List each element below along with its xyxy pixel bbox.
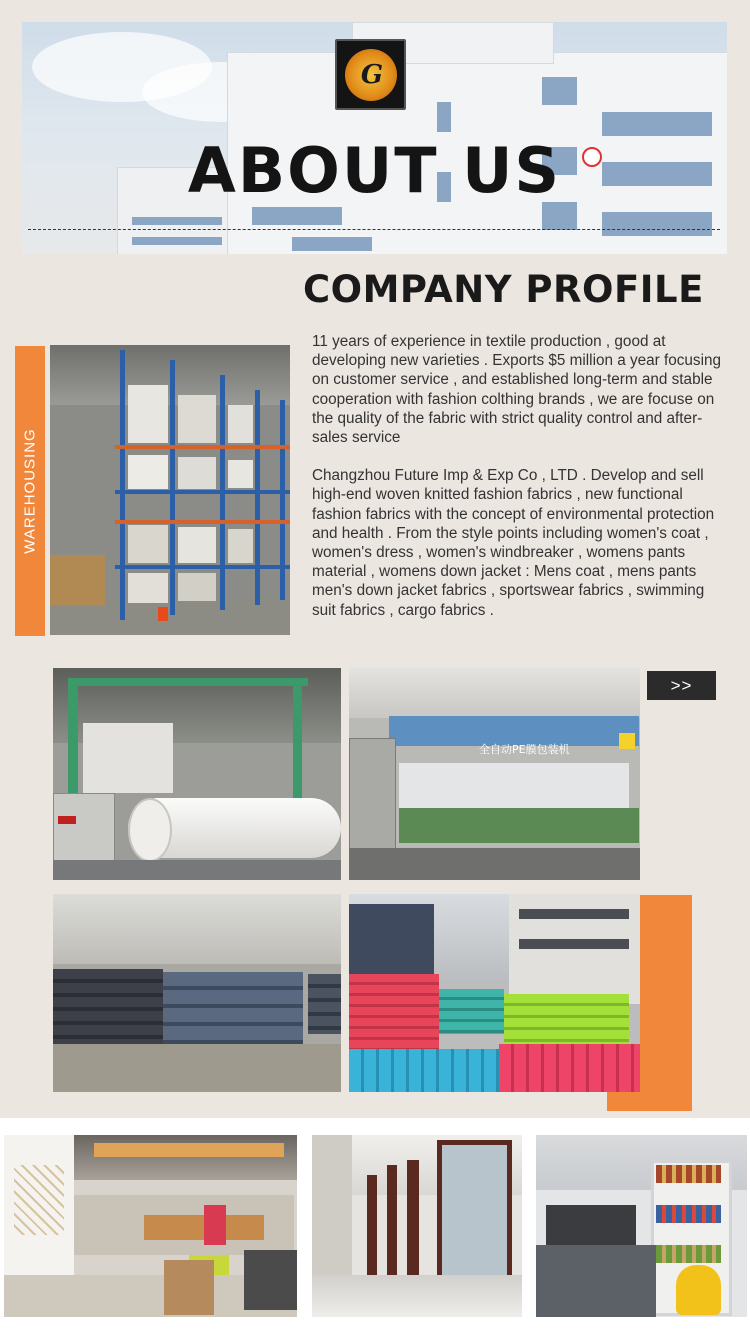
- section-heading: COMPANY PROFILE: [303, 268, 704, 311]
- factory-photo-packing-machine: [349, 668, 640, 880]
- office-lounge-photo: [4, 1135, 297, 1317]
- machine-sign: 全自动PE膜包装机: [479, 743, 570, 755]
- side-label-bar: [15, 346, 45, 636]
- warehouse-photo: [50, 345, 290, 635]
- office-workspace-photo: [536, 1135, 747, 1317]
- profile-description: [312, 332, 722, 639]
- fabric-rolls-storage-photo: [53, 894, 341, 1092]
- company-logo: [335, 39, 406, 110]
- page-title: ABOUT US: [187, 134, 562, 207]
- profile-paragraph: Changzhou Future Imp & Exp Co , LTD . Develop and sell high-end woven knitted fashion fabrics , new functional fashion fabrics with the concept of environmental protection and health . From the style points including women's coat , women's dress , women's windbreaker , womens pants material , womens down jacket : Mens coat , mens pants men's down jacket fabrics , sportswear fabrics , swimming suit fabrics , cargo fabrics .: [312, 467, 715, 619]
- logo-mark: G: [360, 59, 381, 90]
- fabric-rolls-outdoor-photo: [349, 894, 640, 1092]
- side-label: WAREHOUSING: [21, 428, 39, 554]
- divider: [28, 229, 720, 230]
- profile-paragraph: 11 years of experience in textile production , good at developing new varieties . Exports $5 million a year focusing on customer service , and established long-term and stable cooperation with fashion colthing brands , we are focuse on the quality of the fabric with strict quality control and after-sales service: [312, 333, 721, 447]
- hero-banner: [22, 22, 727, 254]
- office-photo-strip: [0, 1118, 750, 1329]
- office-corridor-photo: [312, 1135, 522, 1317]
- factory-photo-rolling-machine: [53, 668, 341, 880]
- next-button[interactable]: >>: [647, 671, 716, 700]
